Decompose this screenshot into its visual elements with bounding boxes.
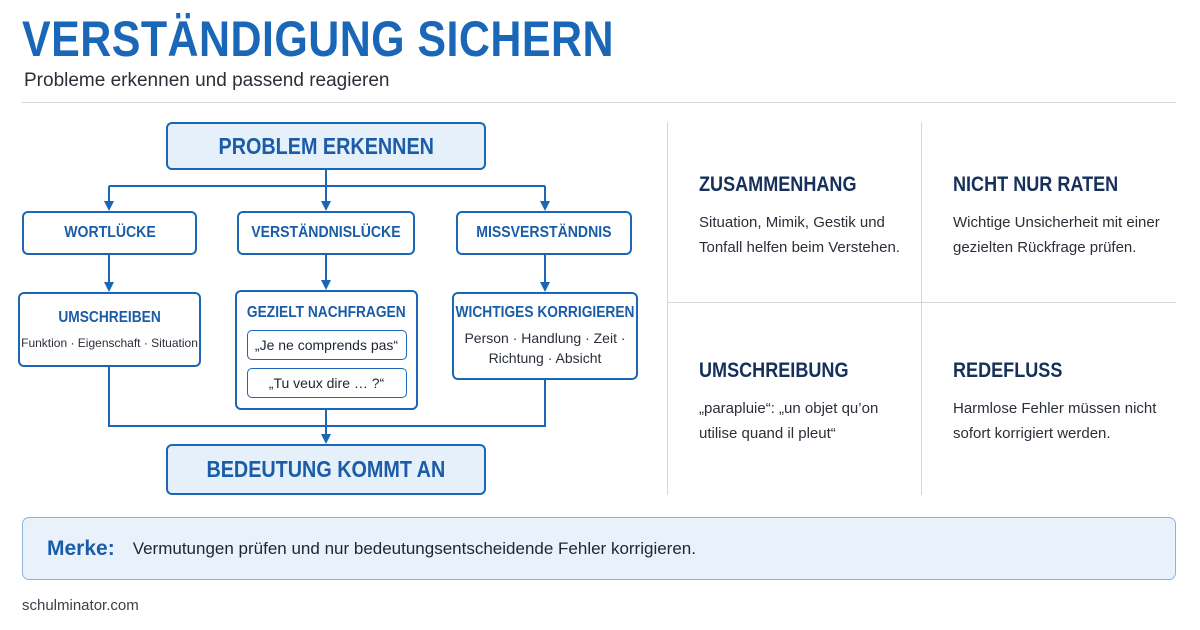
wichtiges-korrigieren-label: WICHTIGES KORRIGIEREN [455,304,635,321]
tip-umschreibung [699,359,929,446]
tip-title: REDEFLUSS [953,359,1063,382]
korrigieren-detail-line-1: Person · Handlung · Zeit · [464,330,626,346]
wichtiges-korrigieren-detail [464,328,625,368]
merke-box [22,517,1176,580]
tip-redefluss [953,359,1183,446]
footer-brand: schulminator.com [22,597,139,614]
tip-text: Harmlose Fehler müssen nicht sofort korrigiert werden. [953,400,1157,442]
umschreiben-box [18,292,201,367]
tip-text: „parapluie“: „un objet qu’on utilise quand il pleut“ [699,400,879,442]
tip-title: UMSCHREIBUNG [699,359,849,382]
tip-zusammenhang [699,173,929,260]
phrase-tu-veux-dire: „Tu veux dire … ?“ [247,368,407,398]
tip-title: ZUSAMMENHANG [699,173,857,196]
verstaendnisluecke-box [237,211,415,255]
gezielt-nachfragen-box [235,290,418,410]
page-title: VERSTÄNDIGUNG SICHERN [22,11,614,67]
gezielt-nachfragen-label: GEZIELT NACHFRAGEN [247,304,406,321]
bedeutung-kommt-an-box [166,444,486,495]
tip-title: NICHT NUR RATEN [953,173,1119,196]
missverstaendnis-label: MISSVERSTÄNDNIS [476,224,612,241]
merke-text: Vermutungen prüfen und nur bedeutungsentscheidende Fehler korrigieren. [132,538,696,558]
problem-erkennen-label: PROBLEM ERKENNEN [218,132,434,159]
verstaendnisluecke-label: VERSTÄNDNISLÜCKE [251,224,401,241]
wortluecke-box [22,211,197,255]
umschreiben-detail: Funktion · Eigenschaft · Situation [21,336,198,350]
tip-nicht-nur-raten [953,173,1183,260]
bedeutung-kommt-an-label: BEDEUTUNG KOMMT AN [206,456,446,482]
korrigieren-detail-line-2: Richtung · Absicht [488,350,602,366]
umschreiben-label: UMSCHREIBEN [58,309,161,326]
problem-erkennen-box [166,122,486,170]
grid-divider-horizontal [668,302,1176,303]
wichtiges-korrigieren-box [452,292,638,380]
merke-label: Merke: [47,536,115,560]
wortluecke-label: WORTLÜCKE [63,224,156,241]
page-subtitle: Probleme erkennen und passend reagieren [24,70,390,91]
grid-divider-left [667,122,668,495]
phrase-je-ne-comprends-pas: „Je ne comprends pas“ [247,330,407,360]
missverstaendnis-box [456,211,632,255]
tip-text: Wichtige Unsicherheit mit einer gezielten Rückfrage prüfen. [953,214,1160,256]
tip-text: Situation, Mimik, Gestik und Tonfall helfen beim Verstehen. [699,214,900,256]
